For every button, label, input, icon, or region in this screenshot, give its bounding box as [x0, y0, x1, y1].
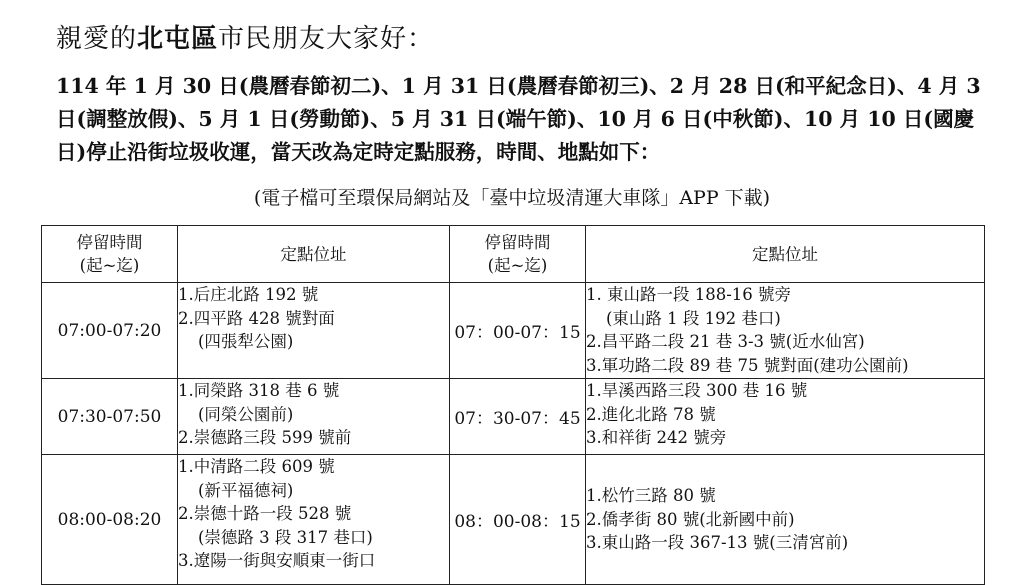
location-line: 2.僑孝街 80 號(北新國中前)	[586, 509, 795, 529]
stop-time-cell: 08:00-08:20	[42, 455, 178, 585]
schedule-table	[41, 225, 985, 585]
location-line: 3.和祥街 242 號旁	[586, 428, 727, 447]
stop-time-cell: 07：00-07：15	[450, 283, 586, 379]
stop-time-cell: 07：30-07：45	[450, 379, 586, 455]
download-note: (電子檔可至環保局網站及「臺中垃圾清運大車隊」APP 下載)	[253, 187, 771, 209]
greeting-heading	[56, 18, 434, 55]
location-line: 1. 東山路一段 188-16 號旁	[586, 285, 792, 304]
table-row	[42, 283, 985, 379]
location-line: (同榮公園前)	[198, 404, 294, 424]
location-cell	[178, 455, 450, 585]
stop-time-cell: 07:30-07:50	[42, 379, 178, 455]
stop-time-cell: 08：00-08：15	[450, 455, 586, 585]
holiday-notice	[56, 70, 981, 169]
notice-line: 日(調整放假)、5 月 1 日(勞動節)、5 月 31 日(端午節)、10 月 6 日(中秋節)、10 月 10 日(國慶	[56, 107, 975, 131]
table-row	[42, 379, 985, 455]
stop-time-cell: 07:00-07:20	[42, 283, 178, 379]
location-line: 2.崇德路三段 599 號前	[178, 428, 352, 447]
location-line: (東山路 1 段 192 巷口)	[606, 308, 781, 328]
location-cell	[178, 379, 450, 455]
location-cell	[586, 379, 985, 455]
location-line: 3.遼陽一街與安順東一街口	[178, 551, 376, 570]
location-line: (四張犁公園)	[198, 332, 294, 351]
greeting-district: 北屯區	[137, 24, 219, 54]
location-line: 1.松竹三路 80 號	[586, 486, 716, 506]
location-line: 2.四平路 428 號對面	[178, 308, 335, 328]
location-line: 1.旱溪西路三段 300 巷 16 號	[586, 381, 808, 400]
location-line: 2.進化北路 78 號	[586, 404, 716, 424]
location-line: 1.后庄北路 192 號	[178, 285, 319, 304]
location-line: (崇德路 3 段 317 巷口)	[198, 527, 373, 547]
location-line: 3.東山路一段 367-13 號(三清宮前)	[586, 533, 849, 553]
header-stop-time: 停留時間 (起~迄)	[42, 226, 178, 283]
location-line: 1.中清路二段 609 號	[178, 457, 335, 476]
notice-line: 日)停止沿街垃圾收運，當天改為定時定點服務，時間、地點如下：	[56, 140, 661, 164]
greeting-prefix: 親愛的	[56, 24, 138, 54]
header-location: 定點位址	[178, 226, 450, 283]
location-line: 2.昌平路二段 21 巷 3-3 號(近水仙宮)	[586, 332, 865, 351]
location-cell	[178, 283, 450, 379]
header-location: 定點位址	[586, 226, 985, 283]
table-row	[42, 455, 985, 585]
table-header-row	[42, 226, 985, 283]
location-line: (新平福德祠)	[198, 480, 294, 500]
location-cell	[586, 283, 985, 379]
location-line: 1.同榮路 318 巷 6 號	[178, 381, 340, 400]
location-cell	[586, 455, 985, 585]
location-line: 3.軍功路二段 89 巷 75 號對面(建功公園前)	[586, 355, 909, 375]
notice-line: 114 年 1 月 30 日(農曆春節初二)、1 月 31 日(農曆春節初三)、2 月 28 日(和平紀念日)、4 月 3	[56, 74, 981, 98]
header-stop-time: 停留時間 (起~迄)	[450, 226, 586, 283]
greeting-suffix: 市民朋友大家好：	[218, 24, 435, 54]
location-line: 2.崇德十路一段 528 號	[178, 504, 352, 523]
